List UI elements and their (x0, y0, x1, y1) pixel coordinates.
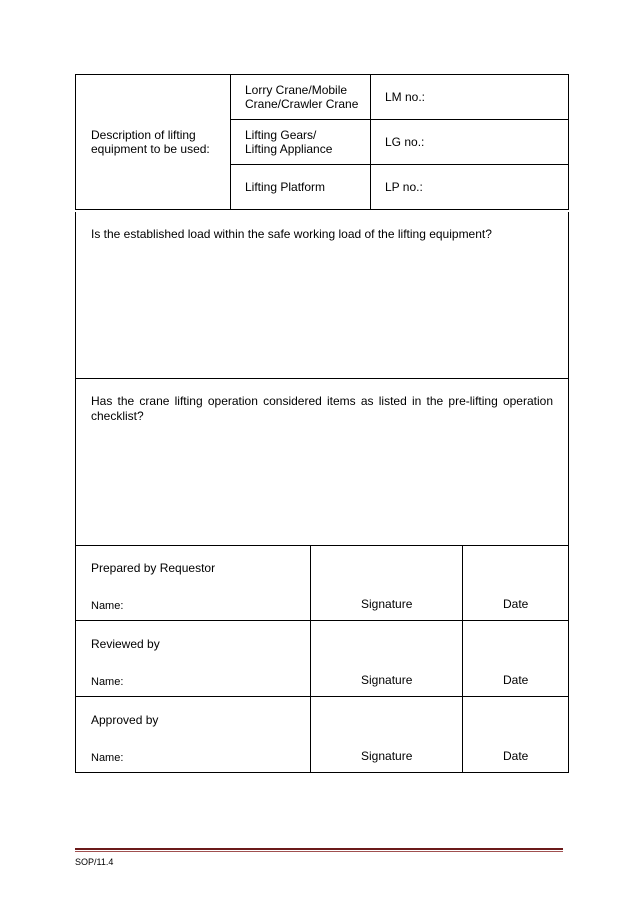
signoff-signature-label: Signature (361, 597, 413, 611)
equipment-table (75, 74, 569, 210)
signoff-role: Approved by (91, 713, 159, 727)
equipment-description-label: Description of lifting equipment to be used: (76, 75, 231, 210)
signoff-name-label: Name: (91, 752, 124, 764)
footer-document-code: SOP/11.4 (75, 857, 114, 867)
signoff-role: Prepared by Requestor (91, 561, 216, 575)
equipment-type-line1: Lorry Crane/Mobile (245, 83, 348, 97)
signoff-role-cell (76, 545, 311, 621)
question-pre-lifting-checklist (75, 379, 569, 546)
equipment-type-line2: Lifting Appliance (245, 142, 333, 156)
signoff-date-cell (463, 621, 569, 697)
equipment-number-lm: LM no.: (371, 75, 569, 120)
signoff-role-cell (76, 621, 311, 697)
signoff-signature-cell (311, 545, 463, 621)
signoff-signature-cell (311, 621, 463, 697)
signoff-date-label: Date (503, 673, 529, 687)
footer-rule (75, 848, 563, 850)
signoff-signature-cell (311, 697, 463, 773)
equipment-type-line1: Lifting Gears/ (245, 128, 317, 142)
signoff-signature-label: Signature (361, 673, 413, 687)
equipment-number-lp: LP no.: (371, 165, 569, 210)
equipment-type-lorry-crane (231, 75, 371, 120)
signoff-date-label: Date (503, 597, 529, 611)
signoff-signature-label: Signature (361, 749, 413, 763)
signoff-name-label: Name: (91, 676, 124, 688)
question-text: Is the established load within the safe working load of the lifting equipment? (91, 227, 492, 241)
signoff-date-cell (463, 545, 569, 621)
footer-rule-thin (75, 851, 563, 852)
signoff-name-label: Name: (91, 600, 124, 612)
signoff-row-prepared (76, 545, 569, 621)
equipment-type-line2: Crane/Crawler Crane (245, 97, 359, 111)
equipment-type-lifting-platform: Lifting Platform (231, 165, 371, 210)
signoff-row-approved (76, 697, 569, 773)
equipment-number-lg: LG no.: (371, 120, 569, 165)
question-text: Has the crane lifting operation considered items as listed in the pre-lifting operation checklist? (91, 394, 553, 423)
question-safe-working-load (75, 212, 569, 379)
signoff-row-reviewed (76, 621, 569, 697)
signoff-table (75, 545, 569, 773)
signoff-role-cell (76, 697, 311, 773)
signoff-date-label: Date (503, 749, 529, 763)
signoff-date-cell (463, 697, 569, 773)
signoff-role: Reviewed by (91, 637, 160, 651)
equipment-type-lifting-gears (231, 120, 371, 165)
